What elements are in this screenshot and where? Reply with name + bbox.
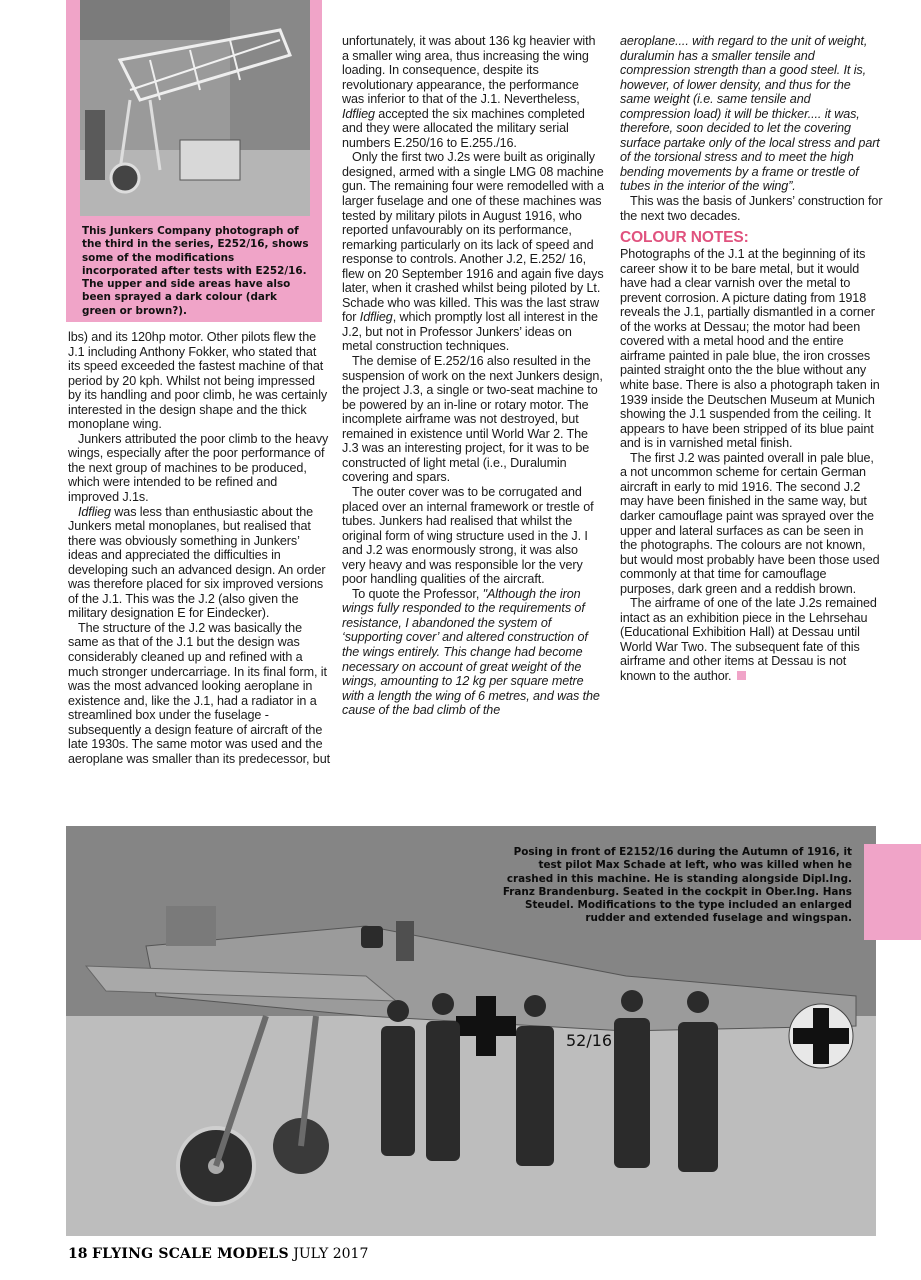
top-photo-caption: This Junkers Company photograph of the third in the series, E252/16, shows some of the modifications incorporated after tests with E252/16. The upper and side areas have also been sprayed a dark colour (dark green or brown?). — [82, 225, 309, 317]
paragraph: Photographs of the J.1 at the beginning of its career show it to be bare metal, but it would have had a clear varnish over the metal to prevent corrosion. A picture dating from 1918 reveals the J.1, partially dismantled in a corner of the works at Dessau; the motor had been covered with a metal hood and the entire airframe painted in pale blue, the iron crosses painted straight onto the the blue without any white base. There is also a photograph taken in 1939 inside the Deutschen Museum at Munich showing the J.1 suspended from the ceiling. It appears to have been stripped of its blue paint and is in varnished metal finish. — [620, 247, 880, 451]
paragraph: Idflieg was less than enthusiastic about the Junkers metal monoplanes, but realised that there was obviously something in Junkers’ ideas and appreciated the difficulties in developing such an advanced design. An order was therefore placed for six improved versions of the J.1. This was the J.2 (also given the military designation E for Eindecker). — [68, 504, 326, 621]
paragraph: unfortunately, it was about 136 kg heavier with a smaller wing area, thus increasing the wing loading. In consequence, despite its revolutionary appearance, the performance was inferior to that of the J.1. Nevertheless, Idflieg accepted the six machines completed and they were allocated the military serial numbers E.250/16 to E.255./16. — [342, 34, 596, 150]
paragraph: The structure of the J.2 was basically the same as that of the J.1 but the design was considerably cleaned up and refined with a much stronger undercarriage. In its final form, it was the most advanced looking aeroplane in existence and, like the J.1, had a radiator in a streamlined box under the fuselage - subsequently a design feature of aircraft of the late 1930s. The same motor was used and the aeroplane was smaller than its predecessor, but — [68, 620, 331, 766]
page-footer — [68, 1246, 368, 1262]
paragraph: To quote the Professor, "Although the iron wings fully responded to the requirements of resistance, I abandoned the system of ‘supporting cover’ and altered construction of the wings entirely. This change had become necessary on account of great weight of the wings, amounting to 12 kg per square metre with a length the wing of 6 metres, and was the cause of the bad climb of the — [342, 586, 600, 718]
page-number: 18 — [68, 1246, 88, 1262]
airframe-illustration — [80, 0, 310, 216]
paragraph: The first J.2 was painted overall in pale blue, a not uncommon scheme for certain German aircraft in early to mid 1916. The second J.2 may have been finished in the same way, but darker camouflage paint was sprayed over the upper and lateral surfaces as can be seen in the photographs. The colours are not known, but would most probably have been those used commonly at that time for camouflage purposes, dark green and a reddish brown. — [620, 450, 880, 596]
paragraph: Junkers attributed the poor climb to the heavy wings, especially after the poor performance of the next group of machines to be produced, which were intended to be refined and improved J.1s. — [68, 431, 329, 505]
iron-cross-rudder — [789, 1004, 853, 1068]
magazine-title: FLYING SCALE MODELS — [91, 1246, 289, 1262]
italic-term: Idflieg — [78, 504, 111, 519]
paragraph — [620, 34, 884, 194]
paragraph: The outer cover was to be corrugated and placed over an internal framework or trestle of tubes. Junkers had realised that whilst the original form of wing structure used in the J. I and J.2 was enormously strong, it was also very heavy and was responsible lor the very poor handling qualities of the aircraft. — [342, 484, 594, 587]
article-column-3 — [620, 34, 884, 684]
paragraph: This was the basis of Junkers’ construction for the next two decades. — [620, 194, 883, 223]
group-photo-caption: Posing in front of E2152/16 during the Autumn of 1916, it test pilot Max Schade at left, who was killed when he crashed in this machine. He is standing alongside Dipl.Ing. Franz Brandenburg. Seated in the cockpit in Ober.Ing. Hans Steudel. Modifications to the type included an enlarged rudder and extended fuselage and wingspan. — [502, 846, 852, 925]
group-photo — [66, 826, 876, 1236]
quote: "Although the iron wings fully responded to the requirements of resistance, I abandoned the system of ‘supporting cover’ and altered construction of the wings entirely. This change had become necessary on account of great weight of the wings, amounting to 12 kg per square metre with a length the wing of 6 metres, and was the cause of the bad climb of the — [342, 586, 600, 718]
issue-date: JULY 2017 — [293, 1246, 369, 1262]
paragraph: The airframe of one of the late J.2s remained intact as an exhibition piece in the Lehrsehau (Educational Exhibition Hall) at Dessau until World War Two. The subsequent fate of this airframe and other items at Dessau is not known to the author. — [620, 596, 877, 683]
article-column-2 — [342, 34, 604, 718]
end-of-article-mark — [737, 671, 746, 680]
serial-marking: 52/16 — [566, 1031, 613, 1050]
paragraph: lbs) and its 120hp motor. Other pilots flew the J.1 including Anthony Fokker, who stated that its speed exceeded the fastest machine of that period by 20 kph. Whilst not being impressed by its handling and poor climb, he was certainly interested in the design shape and the thick monoplane wing. — [68, 330, 328, 432]
article-column-1 — [68, 330, 330, 766]
section-heading: COLOUR NOTES: — [620, 229, 749, 247]
pink-tab-decoration — [864, 844, 921, 940]
paragraph: The demise of E.252/16 also resulted in the suspension of work on the next Junkers design, the project J.3, a single or two-seat machine to be powered by an in-line or rotary motor. The incomplete airframe was not destroyed, but remained in existence until World War 2. The J.3 was an interesting project, for it was to be constructed of light metal (i.e., Duralumin covering and spars. — [342, 354, 603, 485]
paragraph: Only the first two J.2s were built as originally designed, armed with a single LMG 08 machine gun. The remaining four were remodelled with a larger fuselage and one of these machines was tested by military pilots in August 1916, who reported unfavourably on its performance, remarking particularly on its lack of speed and response to controls. Another J.2, E.252/ 16, flew on 20 September 1916 and again five days later, when it crashed whilst being piloted by Lt. Schade who was killed. This was the last straw for Idflieg, which promptly lost all interest in the J.2, but not in Professor Junkers’ ideas on metal construction techniques. — [342, 150, 604, 354]
junkers-airframe-photo — [80, 0, 310, 216]
quote: aeroplane.... with regard to the unit of weight, duralumin has a smaller tensile and compression strength than a good steel. It is, however, of lower density, and thus for the same weight (i.e. same tensile and compression load) it will be thicker.... it was, therefore, soon decided to let the covering surface partake only of the local stress and part of the torsional stress and to meet the high bending movements by a frame or trestle of tubes in the interior of the wing”. — [620, 34, 880, 194]
